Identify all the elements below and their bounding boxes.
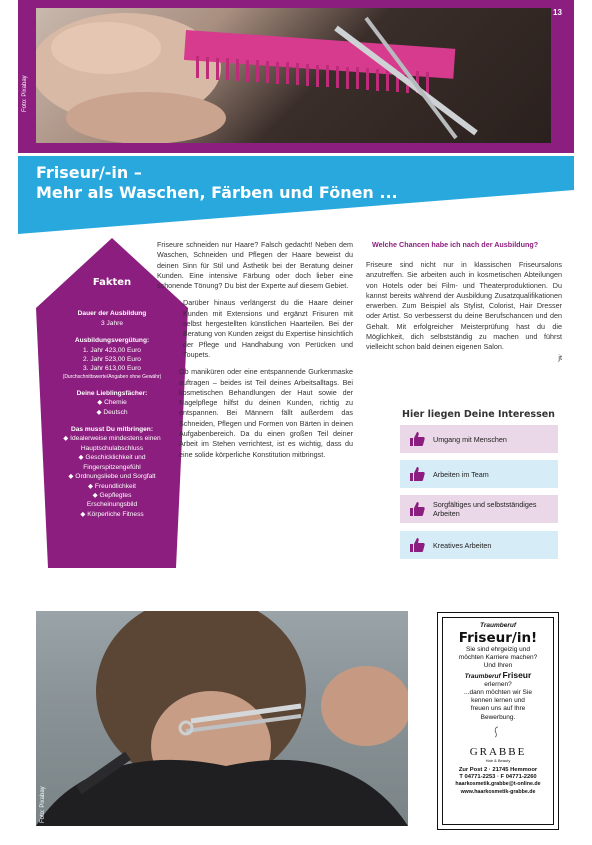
mitbringen-item: Hauptschulabschluss — [80, 444, 144, 452]
ad-traum-line — [443, 671, 553, 681]
thumbs-up-icon — [406, 498, 428, 520]
ad-line: erlernen? — [484, 680, 512, 688]
ad-traum-prefix: Traumberuf — [464, 672, 501, 680]
grabbe-advertisement — [437, 612, 559, 830]
verguetung-note: (Durchschnittswerte/Angaben ohne Gewähr) — [62, 373, 162, 380]
article-column-middle — [157, 240, 353, 467]
mitbringen-item: ◆ Körperliche Fitness — [80, 510, 144, 518]
interest-label: Arbeiten im Team — [433, 469, 489, 479]
section-heading: Welche Chancen habe ich nach der Ausbildung? — [372, 240, 539, 249]
interest-label: Umgang mit Menschen — [433, 434, 507, 444]
ad-headline: Friseur/in! — [458, 630, 538, 646]
ad-logo-sub: Hair & Beauty — [485, 757, 511, 763]
mitbringen-item: ◆ Gepflegtes — [92, 491, 132, 499]
ad-web: www.haarkosmetik-grabbe.de — [460, 788, 536, 795]
comb-illustration — [36, 8, 551, 143]
verguetung-year3: 3. Jahr 613,00 Euro — [83, 365, 141, 373]
mitbringen-item: ◆ Freundlichkeit — [88, 482, 136, 490]
interest-item — [400, 495, 558, 523]
fach-item: ◆ Chemie — [97, 399, 127, 407]
page-title-line2: Mehr als Waschen, Färben und Fönen ... — [36, 183, 398, 202]
ad-phone: T 04771-2253 · F 04771-2260 — [459, 774, 537, 781]
interest-item — [400, 531, 558, 559]
ad-email: haarkosmetik.grabbe@t-online.de — [455, 781, 541, 788]
thumbs-up-icon — [406, 463, 428, 485]
ad-logo: GRABBE — [469, 745, 527, 758]
paragraph: Friseure sind nicht nur in klassischen Friseursalons anzutreffen. Sie arbeiten auch in kosmetischen Abteilungen von Hotels oder bei Film- und Theaterproduktionen. Du kannst bereits während der Ausbildung Zusatzqualifikationen erwerben. Zum Beispiel als Stylist, Colorist, Hair Dresser oder Artist. So verbesserst du deine Berufschancen und den Gehalt. Mit erfolgreicher Meisterprüfung hast du die Möglichkeit, dich selbstständig zu machen und führst vielleicht schon bald deinen eigenen Salon. — [366, 260, 562, 352]
ad-line: kennen lernen und — [471, 697, 525, 705]
ad-tagline: Traumberuf — [480, 622, 516, 629]
verguetung-year1: 1. Jahr 423,00 Euro — [83, 346, 141, 354]
paragraph: Ob maniküren oder eine entspannende Gurkenmaske auftragen – beides ist Teil deines Arbeitsalltags. Bei kosmetischen Behandlungen der Haut sowie der Nagelpflege hilfst du deinen Kunden, richtig zu entspannen. Bei Männern fällt außerdem das Schneiden, Pflegen und Formen von Bärten in deinen Aufgabenbereich. Da du einen großen Teil deiner Arbeit im Stehen verrichtest, ist es wichtig, dass du eine solide körperliche Konstitution mitbringst. — [179, 367, 353, 459]
ad-traum-word: Friseur — [502, 669, 532, 680]
ad-line: möchten Karriere machen? — [458, 654, 538, 662]
dauer-label: Dauer der Ausbildung — [77, 310, 147, 318]
page-title-line1: Friseur/-in – — [36, 163, 142, 182]
ad-line: freuen uns auf Ihre — [470, 705, 526, 713]
article-column-right — [366, 260, 562, 363]
fach-item: ◆ Deutsch — [96, 408, 128, 416]
fakten-title: Fakten — [92, 277, 132, 288]
thumbs-up-icon — [406, 428, 428, 450]
ad-line: ...dann möchten wir Sie — [464, 689, 532, 697]
ad-line: Sie sind ehrgeizig und — [466, 646, 530, 653]
page-number: 13 — [553, 8, 562, 17]
bottom-photo-haircut — [36, 611, 408, 826]
ad-line: Und Ihren — [483, 662, 513, 670]
ad-address: Zur Post 2 · 21745 Hemmoor — [458, 766, 538, 773]
haircut-illustration — [36, 611, 408, 826]
interests-title: Hier liegen Deine Interessen — [402, 409, 555, 420]
interest-item — [400, 460, 558, 488]
mitbringen-item: ◆ Idealerweise mindestens einen — [63, 435, 161, 443]
mitbringen-label: Das musst Du mitbringen: — [70, 426, 154, 434]
paragraph: Friseure schneiden nur Haare? Falsch gedacht! Neben dem Waschen, Schneiden und Pflegen der Haare beweist du deinen Sinn für Stil und Ästhetik bei der Beratung deiner Kunden. Eine intensive Färbung oder doch lieber eine schonende Tönung? Du bist der Experte auf diesem Gebiet. — [157, 240, 353, 291]
dauer-value: 3 Jahre — [101, 319, 123, 327]
ad-line: Bewerbung. — [480, 713, 516, 721]
verguetung-year2: 2. Jahr 523,00 Euro — [83, 356, 141, 364]
mitbringen-item: ◆ Geschicklichkeit und — [78, 454, 146, 462]
mitbringen-item: Fingerspitzengefühl — [83, 463, 141, 471]
author-mark: jt — [558, 352, 562, 362]
interest-label: Sorgfältiges und selbstständiges Arbeiten — [433, 500, 537, 518]
photo-credit-top: Foto: Pixabay — [22, 75, 28, 112]
faecher-label: Deine Lieblingsfächer: — [76, 389, 148, 397]
face-logo-icon — [443, 725, 553, 743]
thumbs-up-icon — [406, 534, 428, 556]
verguetung-label: Ausbildungsvergütung: — [74, 337, 150, 345]
mitbringen-item: ◆ Ordnungsliebe und Sorgfalt — [68, 473, 156, 481]
interest-item — [400, 425, 558, 453]
photo-credit-bottom: Foto: Pixabay — [40, 786, 46, 823]
top-photo-hair-comb — [36, 8, 551, 143]
mitbringen-item: Erscheinungsbild — [86, 501, 138, 509]
interest-label: Kreatives Arbeiten — [433, 540, 492, 550]
paragraph: Darüber hinaus verlängerst du die Haare deiner Kunden mit Extensions und ergänzt Frisuren mit selbst hergestellten künstlichen Haarteilen. Bei der Beratung von Kunden zeigst du Expertise hinsichtlich der Pflege und Handhabung von Perücken und Toupets. — [183, 298, 353, 359]
